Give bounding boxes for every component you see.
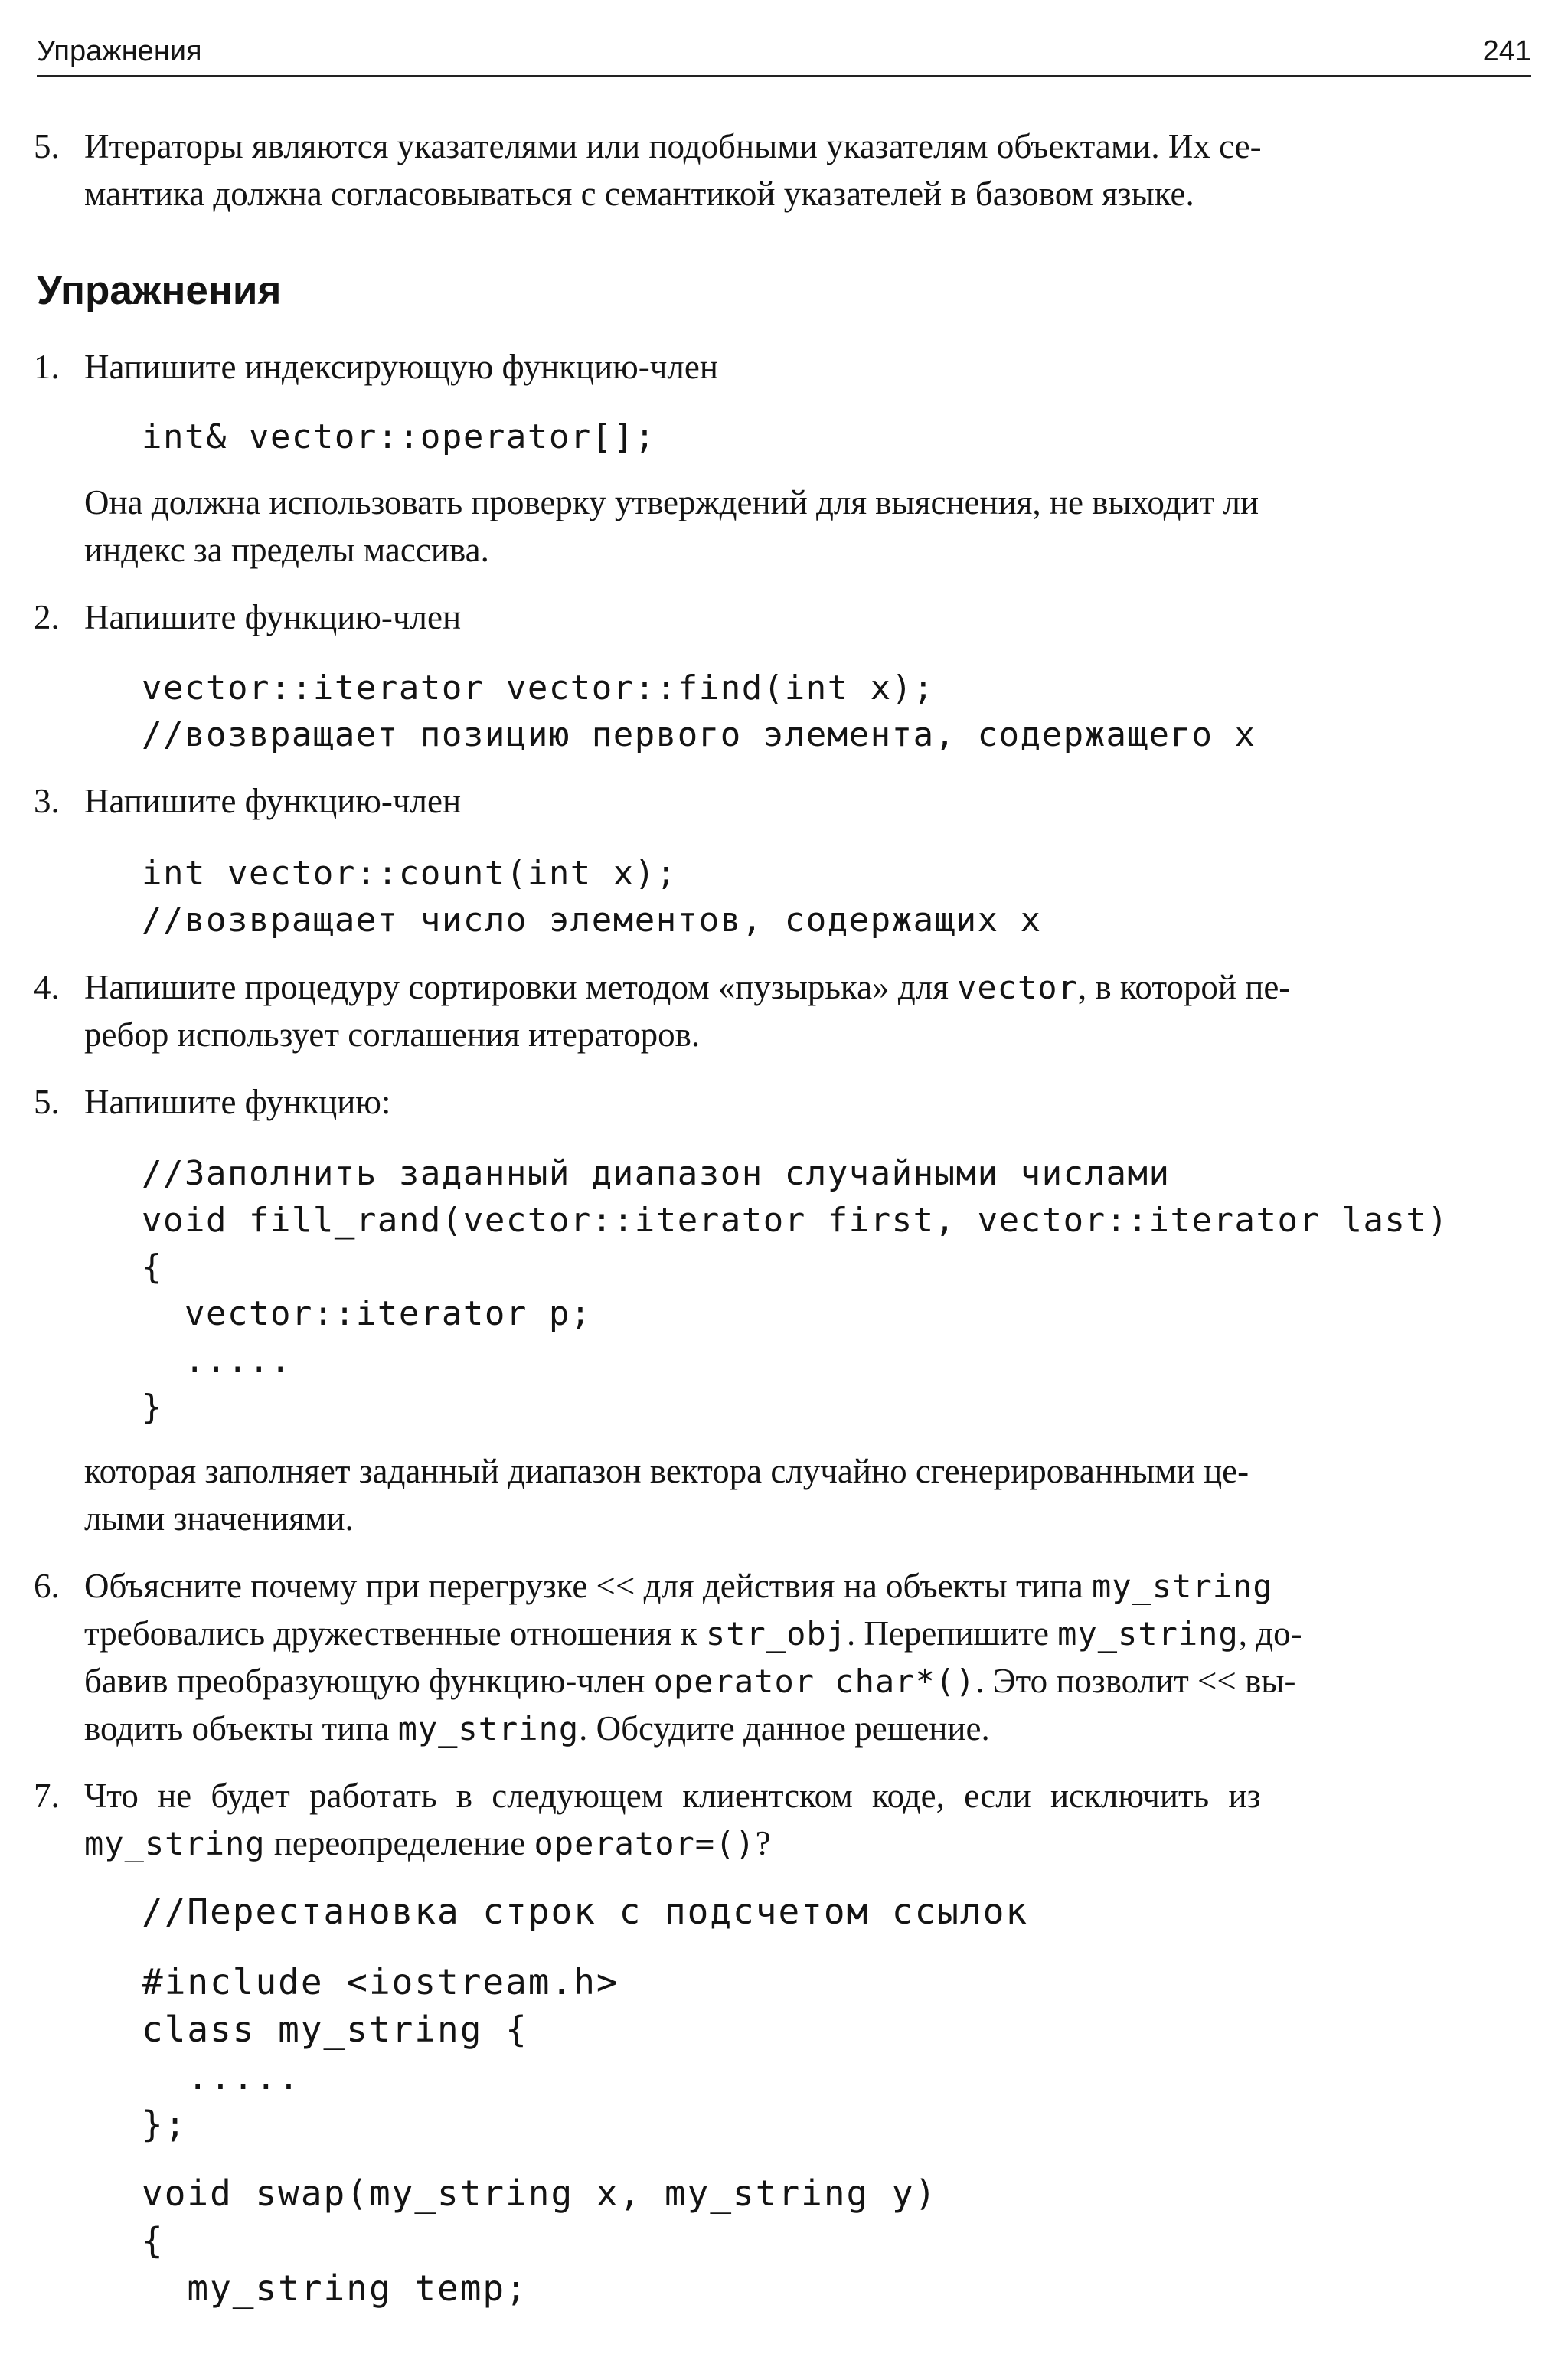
exercise-5-after-line-2: лыми значениями. [84,1499,354,1538]
exercise-6-l2-text-b: . Перепишите [846,1614,1058,1653]
intro-item-line-2: мантика должна согласовываться с семантикой указателей в базовом языке. [84,175,1194,213]
exercise-7-l2-text-a: переопределение [265,1824,534,1862]
exercise-6-l4-code: my_string [397,1710,580,1748]
intro-item-line-1: Итераторы являются указателями или подобными указателям объектами. Их се- [84,127,1262,165]
exercise-7-code-line-4: }; [142,2104,188,2145]
exercise-7-code-line-2: class my_string { [142,2009,528,2050]
exercise-5-code-line-1: //Заполнить заданный диапазон случайными числами [142,1154,1171,1193]
exercise-3-number: 3. [34,782,60,820]
exercise-1-code-line-1: int& vector::operator[]; [142,417,656,456]
exercise-4-number: 4. [34,968,60,1006]
exercise-6-l2-text-a: требовались дружественные отношения к [84,1614,706,1653]
exercise-4-code-word: vector [957,969,1078,1006]
exercise-7-number: 7. [34,1777,60,1815]
exercise-6-l2-code-2: my_string [1057,1615,1239,1653]
intro-item-number: 5. [34,127,60,165]
exercise-7-code-comment: //Перестановка строк с подсчетом ссылок [142,1891,1029,1932]
exercise-3-code-line-1: int vector::count(int x); [142,854,678,893]
page-number: 241 [1482,35,1531,67]
exercise-5-code-line-2: void fill_rand(vector::iterator first, vector::iterator last) [142,1201,1449,1240]
header-rule [37,75,1531,77]
exercise-7-code-line-6: void swap(my_string x, my_string y) [142,2173,938,2214]
exercise-6-line-2 [84,1610,1524,1658]
exercise-1-number: 1. [34,348,60,386]
exercise-5-code-line-3: { [142,1247,163,1287]
exercise-7-code-line-1: #include <iostream.h> [142,1961,619,2003]
exercise-6-line-4 [84,1705,1524,1753]
section-heading: Упражнения [37,268,282,313]
exercise-2-code-line-1: vector::iterator vector::find(int x); [142,669,935,708]
exercise-5-code-line-5: ..... [142,1341,292,1380]
exercise-7-line-1: Что не будет работать в следующем клиентском коде, если исключить из [84,1777,1261,1815]
exercise-5-code-line-6: } [142,1388,163,1427]
exercise-6-l2-code-1: str_obj [705,1615,847,1653]
exercise-7-l2-code-2: operator=() [534,1825,756,1862]
exercise-7-code-line-8: my_string temp; [142,2267,528,2309]
exercise-5-after-line-1: которая заполняет заданный диапазон вектора случайно сгенерированными це- [84,1452,1250,1490]
exercise-3-text: Напишите функцию-член [84,782,462,820]
exercise-7-line-2 [84,1819,1524,1868]
exercise-7-code-line-3: ..... [142,2056,301,2097]
exercise-7-code-line-7: { [142,2220,165,2261]
exercise-6-l4-text-b: . Обсудите данное решение. [579,1709,990,1748]
exercise-6-l1-code: my_string [1092,1568,1273,1605]
exercise-6-l1-text: Объясните почему при перегрузке << для действия на объекты типа [84,1567,1093,1605]
exercise-6-number: 6. [34,1567,60,1605]
exercise-2-number: 2. [34,598,60,636]
exercise-4-text-a: Напишите процедуру сортировки методом «пузырька» для [84,968,958,1006]
exercise-5-code-line-4: vector::iterator p; [142,1294,592,1333]
exercise-6-line-1 [84,1562,1524,1610]
exercise-4-text-b: , в которой пе- [1077,968,1291,1006]
exercise-1-after-line-1: Она должна использовать проверку утверждений для выяснения, не выходит ли [84,483,1259,521]
exercise-4-line-1 [84,963,1524,1012]
exercise-6-l3-text-b: . Это позволит << вы- [975,1662,1296,1700]
exercise-2-text: Напишите функцию-член [84,598,462,636]
exercise-2-code-line-2: //возвращает позицию первого элемента, содержащего x [142,715,1256,754]
exercise-6-l4-text-a: водить объекты типа [84,1709,398,1748]
exercise-6-l3-text-a: бавив преобразующую функцию-член [84,1662,654,1700]
exercise-5-text: Напишите функцию: [84,1083,391,1121]
exercise-4-line-2: ребор использует соглашения итераторов. [84,1015,701,1054]
exercise-6-l3-code: operator char*() [653,1663,976,1700]
exercise-7-l2-code-1: my_string [84,1825,266,1862]
exercise-6-line-3 [84,1657,1524,1705]
exercise-3-code-line-2: //возвращает число элементов, содержащих x [142,901,1042,940]
exercise-1-text: Напишите индексирующую функцию-член [84,348,718,386]
exercise-7-l2-text-b: ? [755,1824,771,1862]
running-header [37,31,1531,72]
exercise-6-l2-text-c: , до- [1238,1614,1302,1653]
running-header-title: Упражнения [37,35,202,67]
exercise-1-after-line-2: индекс за пределы массива. [84,531,489,569]
exercise-5-number: 5. [34,1083,60,1121]
